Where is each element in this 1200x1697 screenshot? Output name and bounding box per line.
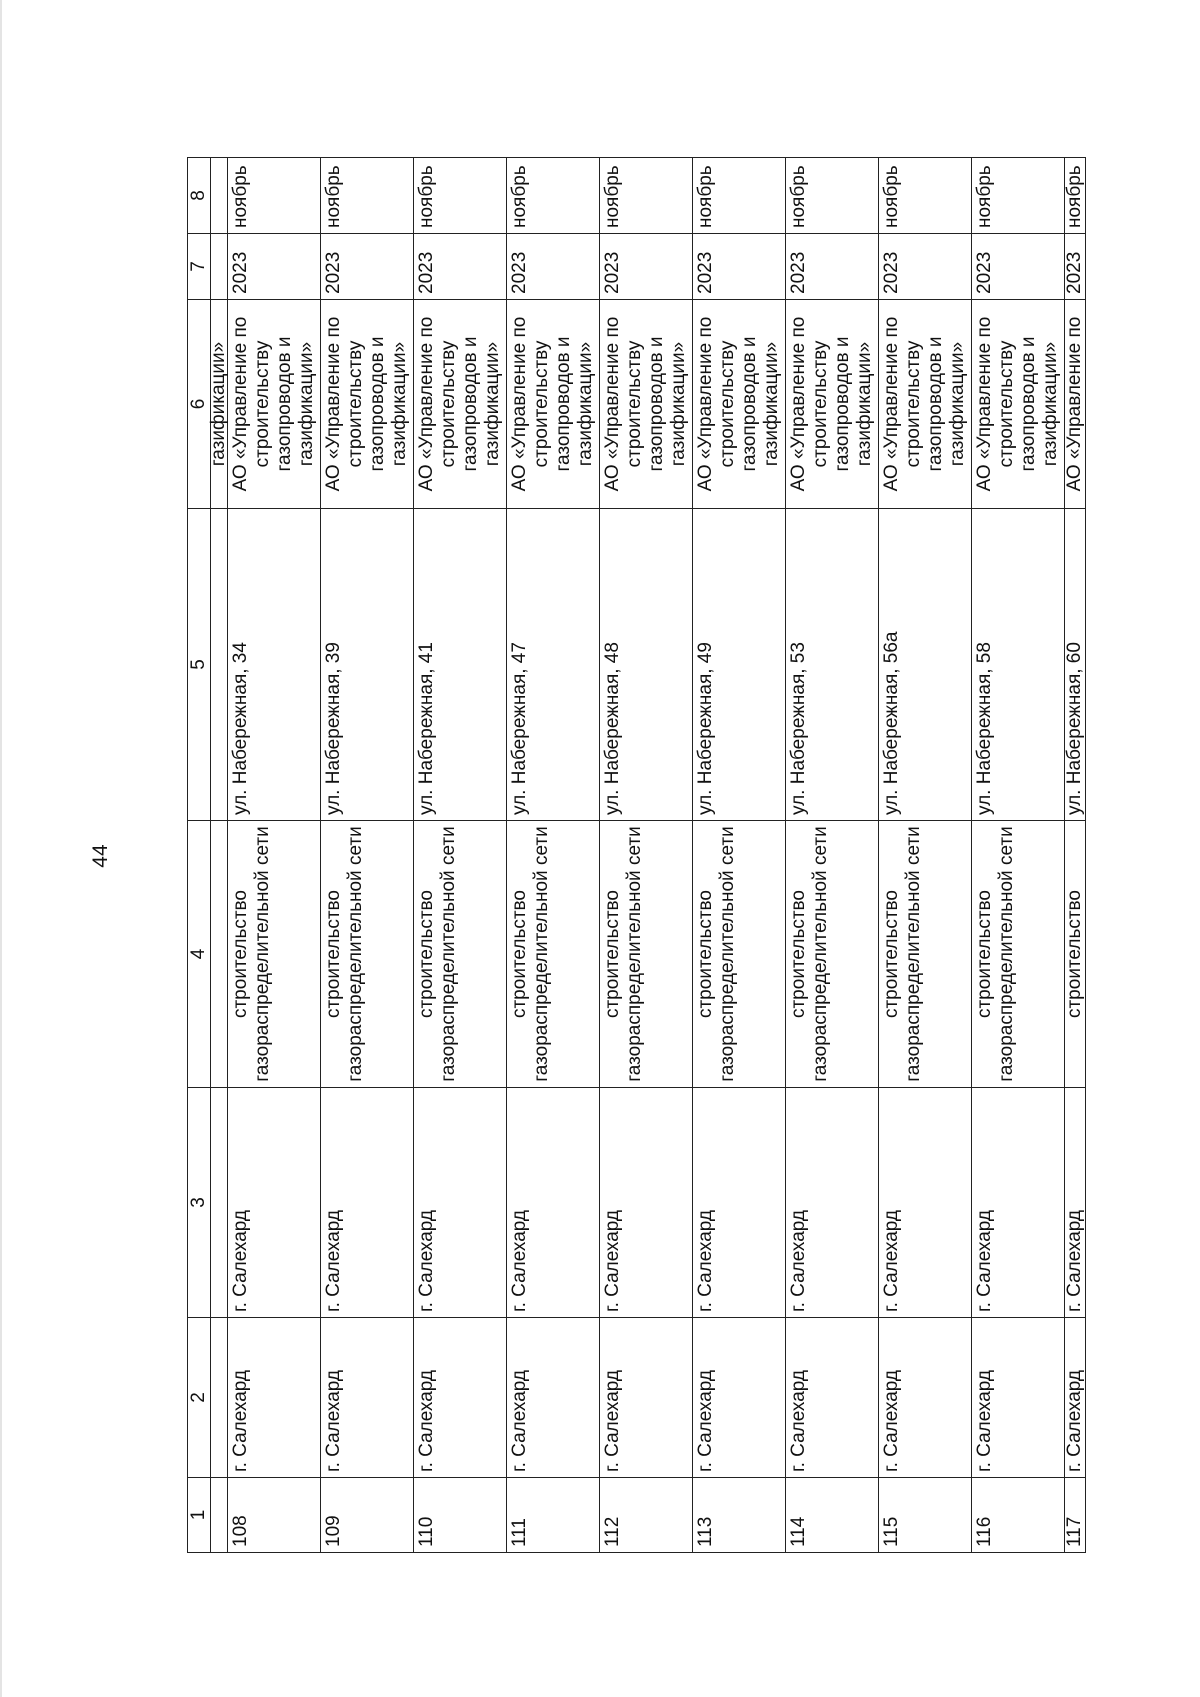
- continuation-text: газификации»: [211, 300, 228, 509]
- row-number: 116: [974, 1516, 995, 1547]
- work-type-cell: строительство газораспределительной сети: [788, 826, 831, 1082]
- settlement-cell: г. Салехард: [881, 1370, 902, 1472]
- column-number: 1: [188, 1478, 211, 1553]
- settlement-cell: г. Салехард: [230, 1370, 251, 1472]
- locality-cell: г. Салехард: [788, 1210, 809, 1312]
- year-cell: 2023: [416, 251, 437, 294]
- work-type-cell: строительство газораспределительной сети: [695, 826, 738, 1082]
- year-cell: 2023: [695, 251, 716, 294]
- year-cell: 2023: [323, 251, 344, 294]
- table-row: [228, 158, 321, 1553]
- table-row: [879, 158, 972, 1553]
- settlement-cell: г. Салехард: [695, 1370, 716, 1472]
- month-cell: ноябрь: [509, 165, 530, 228]
- organization-cell: АО «Управление по строительству газопроводов и газификации»: [881, 316, 968, 492]
- organization-cell: АО «Управление по строительству газопроводов и газификации»: [323, 316, 410, 492]
- locality-cell: г. Салехард: [230, 1210, 251, 1312]
- settlement-cell: г. Салехард: [1064, 1370, 1085, 1472]
- organization-cell: АО «Управление по строительству газопроводов и газификации»: [230, 316, 317, 492]
- row-number: 112: [602, 1516, 623, 1547]
- rotated-table-frame: [187, 158, 1199, 1553]
- year-cell: 2023: [602, 251, 623, 294]
- table-row: [321, 158, 414, 1553]
- organization-cell: АО «Управление по строительству газопроводов и газификации»: [695, 316, 782, 492]
- locality-cell: г. Салехард: [881, 1210, 902, 1312]
- table-row: [1065, 158, 1086, 1553]
- continuation-row: [211, 158, 228, 1553]
- locality-cell: г. Салехард: [695, 1210, 716, 1312]
- month-cell: ноябрь: [230, 165, 251, 228]
- row-number: 108: [230, 1515, 251, 1547]
- page-number: 44: [89, 844, 112, 868]
- address-cell: ул. Набережная, 56а: [881, 631, 902, 815]
- month-cell: ноябрь: [416, 165, 437, 228]
- organization-cell: АО «Управление по строительству газопроводов и газификации»: [509, 316, 596, 492]
- organization-cell: АО «Управление по: [1064, 316, 1085, 492]
- row-number: 113: [695, 1516, 716, 1547]
- month-cell: ноябрь: [788, 165, 809, 228]
- gasification-table: [187, 157, 1086, 1553]
- table-row: [414, 158, 507, 1553]
- work-type-cell: строительство газораспределительной сети: [509, 826, 552, 1082]
- locality-cell: г. Салехард: [974, 1210, 995, 1312]
- address-cell: ул. Набережная, 41: [416, 642, 437, 815]
- column-number: 6: [188, 300, 211, 509]
- table-row: [600, 158, 693, 1553]
- column-number: 2: [188, 1318, 211, 1478]
- address-cell: ул. Набережная, 53: [788, 642, 809, 815]
- row-number: 110: [416, 1516, 437, 1547]
- row-number: 109: [323, 1515, 344, 1547]
- work-type-cell: строительство газораспределительной сети: [974, 826, 1017, 1082]
- locality-cell: г. Салехард: [416, 1210, 437, 1312]
- year-cell: 2023: [881, 251, 902, 294]
- row-number: 114: [788, 1516, 809, 1547]
- month-cell: ноябрь: [974, 165, 995, 228]
- table-container: [187, 158, 1199, 1553]
- locality-cell: г. Салехард: [509, 1210, 530, 1312]
- address-cell: ул. Набережная, 58: [974, 642, 995, 815]
- work-type-cell: строительство газораспределительной сети: [323, 826, 366, 1082]
- address-cell: ул. Набережная, 48: [602, 642, 623, 815]
- year-cell: 2023: [974, 251, 995, 294]
- work-type-cell: строительство газораспределительной сети: [230, 826, 273, 1082]
- table-row: [786, 158, 879, 1553]
- settlement-cell: г. Салехард: [509, 1370, 530, 1472]
- month-cell: ноябрь: [602, 165, 623, 228]
- year-cell: 2023: [788, 251, 809, 294]
- scan-edge-shadow: [0, 0, 2, 1697]
- locality-cell: г. Салехард: [323, 1210, 344, 1312]
- organization-cell: АО «Управление по строительству газопроводов и газификации»: [788, 316, 875, 492]
- year-cell: 2023: [1064, 251, 1085, 294]
- year-cell: 2023: [509, 251, 530, 294]
- work-type-cell: строительство газораспределительной сети: [881, 826, 924, 1082]
- column-number: 4: [188, 821, 211, 1088]
- settlement-cell: г. Салехард: [602, 1370, 623, 1472]
- work-type-cell: строительство газораспределительной сети: [416, 826, 459, 1082]
- organization-cell: АО «Управление по строительству газопроводов и газификации»: [416, 316, 503, 492]
- locality-cell: г. Салехард: [1064, 1210, 1085, 1312]
- month-cell: ноябрь: [695, 165, 716, 228]
- month-cell: ноябрь: [1064, 165, 1085, 228]
- row-number: 115: [881, 1516, 902, 1547]
- work-type-cell: строительство газораспределительной сети: [602, 826, 645, 1082]
- column-number: 5: [188, 509, 211, 821]
- organization-cell: АО «Управление по строительству газопроводов и газификации»: [974, 316, 1061, 492]
- address-cell: ул. Набережная, 34: [230, 642, 251, 815]
- month-cell: ноябрь: [881, 165, 902, 228]
- row-number: 117: [1064, 1516, 1085, 1547]
- address-cell: ул. Набережная, 47: [509, 642, 530, 815]
- organization-cell: АО «Управление по строительству газопроводов и газификации»: [602, 316, 689, 492]
- table-row: [972, 158, 1065, 1553]
- row-number: 111: [509, 1518, 530, 1547]
- address-cell: ул. Набережная, 39: [323, 642, 344, 815]
- column-number: 7: [188, 234, 211, 300]
- settlement-cell: г. Салехард: [974, 1370, 995, 1472]
- table-row: [507, 158, 600, 1553]
- year-cell: 2023: [230, 251, 251, 294]
- address-cell: ул. Набережная, 49: [695, 642, 716, 815]
- table-row: [693, 158, 786, 1553]
- settlement-cell: г. Салехард: [323, 1370, 344, 1472]
- column-number: 8: [188, 158, 211, 234]
- column-number: 3: [188, 1088, 211, 1318]
- month-cell: ноябрь: [323, 165, 344, 228]
- address-cell: ул. Набережная, 60: [1064, 642, 1085, 815]
- work-type-cell: строительство: [1064, 890, 1085, 1019]
- settlement-cell: г. Салехард: [788, 1370, 809, 1472]
- settlement-cell: г. Салехард: [416, 1370, 437, 1472]
- locality-cell: г. Салехард: [602, 1210, 623, 1312]
